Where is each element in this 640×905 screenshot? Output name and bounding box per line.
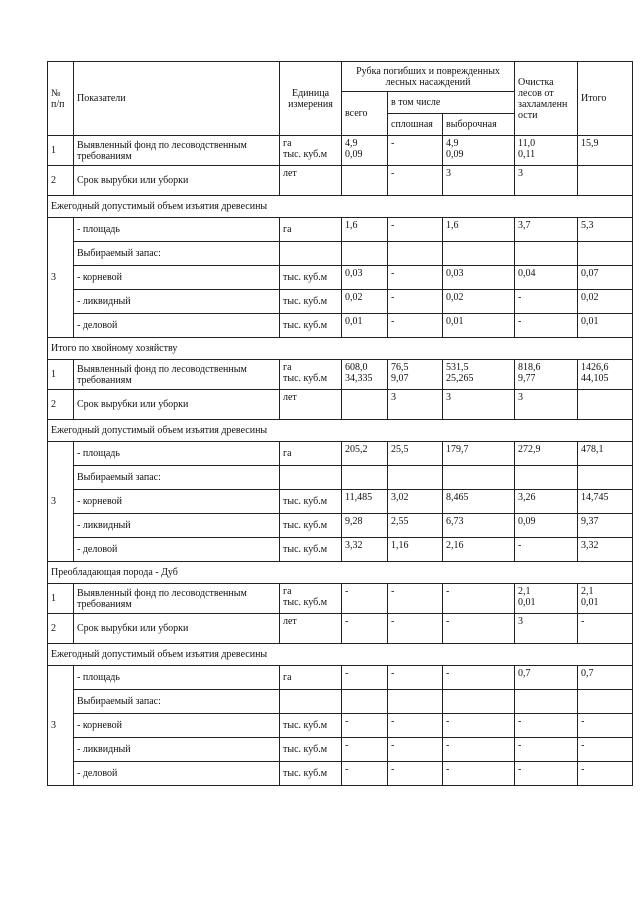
value-cell xyxy=(342,242,388,266)
row-num: 2 xyxy=(48,614,74,644)
row-unit: га xyxy=(280,218,342,242)
row-num: 1 xyxy=(48,360,74,390)
value-cell xyxy=(388,242,443,266)
row-indicator: Срок вырубки или уборки xyxy=(74,614,280,644)
header-num: № п/п xyxy=(48,62,74,136)
value-cell xyxy=(515,690,578,714)
row-indicator: - ликвидный xyxy=(74,514,280,538)
row-num: 1 xyxy=(48,136,74,166)
value-cell: 0,02 xyxy=(578,290,633,314)
value-cell xyxy=(443,242,515,266)
value-cell: 3 xyxy=(515,166,578,196)
value-cell xyxy=(443,466,515,490)
value-cell: 1,6 xyxy=(443,218,515,242)
value-cell: 3,02 xyxy=(388,490,443,514)
value-cell xyxy=(515,466,578,490)
value-cell: 3 xyxy=(443,390,515,420)
value-cell: 14,745 xyxy=(578,490,633,514)
value-cell: 3,32 xyxy=(578,538,633,562)
row-indicator: Выбираемый запас: xyxy=(74,466,280,490)
row-indicator: - ликвидный xyxy=(74,738,280,762)
row-indicator: - деловой xyxy=(74,762,280,786)
value-cell: - xyxy=(388,136,443,166)
value-cell: - xyxy=(342,714,388,738)
table-row xyxy=(48,714,633,738)
value-cell: 0,01 xyxy=(578,314,633,338)
value-cell: 76,5 9,07 xyxy=(388,360,443,390)
value-cell: - xyxy=(388,584,443,614)
row-unit: га xyxy=(280,666,342,690)
row-unit: тыс. куб.м xyxy=(280,762,342,786)
value-cell xyxy=(515,242,578,266)
section-title: Преобладающая порода - Дуб xyxy=(48,562,633,584)
section-row xyxy=(48,562,633,584)
value-cell: - xyxy=(515,738,578,762)
header-including: в том числе xyxy=(388,92,515,114)
value-cell: 4,9 0,09 xyxy=(443,136,515,166)
row-unit: тыс. куб.м xyxy=(280,490,342,514)
value-cell: - xyxy=(388,738,443,762)
value-cell: 0,07 xyxy=(578,266,633,290)
value-cell: - xyxy=(443,762,515,786)
section-row xyxy=(48,420,633,442)
header-cutting: Рубка погибших и поврежденных лесных насаждений xyxy=(342,62,515,92)
table-row xyxy=(48,466,633,490)
value-cell: - xyxy=(578,762,633,786)
value-cell: 818,6 9,77 xyxy=(515,360,578,390)
row-num: 2 xyxy=(48,166,74,196)
header-row-1 xyxy=(48,62,633,92)
header-indicator: Показатели xyxy=(74,62,280,136)
table-row xyxy=(48,666,633,690)
value-cell xyxy=(388,690,443,714)
value-cell: 0,04 xyxy=(515,266,578,290)
section-row xyxy=(48,644,633,666)
value-cell: - xyxy=(342,762,388,786)
value-cell: - xyxy=(388,218,443,242)
value-cell xyxy=(342,390,388,420)
header-itogo: Итого xyxy=(578,62,633,136)
value-cell: 6,73 xyxy=(443,514,515,538)
value-cell: 0,01 xyxy=(342,314,388,338)
value-cell: - xyxy=(443,584,515,614)
row-unit xyxy=(280,690,342,714)
value-cell: 205,2 xyxy=(342,442,388,466)
value-cell: 478,1 xyxy=(578,442,633,466)
value-cell: - xyxy=(443,666,515,690)
row-indicator: - площадь xyxy=(74,218,280,242)
value-cell: 9,37 xyxy=(578,514,633,538)
value-cell: 15,9 xyxy=(578,136,633,166)
value-cell: - xyxy=(342,738,388,762)
row-num: 2 xyxy=(48,390,74,420)
table-row xyxy=(48,390,633,420)
value-cell: 0,03 xyxy=(443,266,515,290)
row-unit: лет xyxy=(280,166,342,196)
table-row xyxy=(48,242,633,266)
value-cell: - xyxy=(388,762,443,786)
section-title: Ежегодный допустимый объем изъятия древесины xyxy=(48,196,633,218)
value-cell xyxy=(578,690,633,714)
value-cell: 608,0 34,335 xyxy=(342,360,388,390)
section-title: Итого по хвойному хозяйству xyxy=(48,338,633,360)
row-indicator: - площадь xyxy=(74,666,280,690)
row-indicator: - корневой xyxy=(74,266,280,290)
row-indicator: Выбираемый запас: xyxy=(74,242,280,266)
row-num: 1 xyxy=(48,584,74,614)
value-cell: 8,465 xyxy=(443,490,515,514)
table-row xyxy=(48,314,633,338)
row-unit: тыс. куб.м xyxy=(280,314,342,338)
row-indicator: - ликвидный xyxy=(74,290,280,314)
table-row xyxy=(48,538,633,562)
value-cell: - xyxy=(515,290,578,314)
table-row xyxy=(48,266,633,290)
row-unit: га тыс. куб.м xyxy=(280,360,342,390)
value-cell: 0,02 xyxy=(342,290,388,314)
value-cell: 11,0 0,11 xyxy=(515,136,578,166)
value-cell: 0,01 xyxy=(443,314,515,338)
table-row xyxy=(48,290,633,314)
row-unit: га тыс. куб.м xyxy=(280,136,342,166)
value-cell: 1,6 xyxy=(342,218,388,242)
value-cell: 2,1 0,01 xyxy=(515,584,578,614)
table-row xyxy=(48,166,633,196)
section-row xyxy=(48,338,633,360)
row-unit: тыс. куб.м xyxy=(280,714,342,738)
value-cell: - xyxy=(578,738,633,762)
row-unit: тыс. куб.м xyxy=(280,266,342,290)
value-cell: 3 xyxy=(388,390,443,420)
row-indicator: - корневой xyxy=(74,490,280,514)
value-cell: 2,55 xyxy=(388,514,443,538)
row-unit: тыс. куб.м xyxy=(280,738,342,762)
value-cell: 3,32 xyxy=(342,538,388,562)
value-cell: 0,02 xyxy=(443,290,515,314)
row-indicator: - площадь xyxy=(74,442,280,466)
value-cell: 9,28 xyxy=(342,514,388,538)
value-cell xyxy=(388,466,443,490)
value-cell: - xyxy=(388,666,443,690)
row-num: 3 xyxy=(48,666,74,786)
table-row xyxy=(48,136,633,166)
value-cell: - xyxy=(515,714,578,738)
value-cell xyxy=(578,390,633,420)
value-cell: 3,26 xyxy=(515,490,578,514)
row-indicator: - корневой xyxy=(74,714,280,738)
row-indicator: Срок вырубки или уборки xyxy=(74,390,280,420)
header-selective: выборочная xyxy=(443,114,515,136)
value-cell: 5,3 xyxy=(578,218,633,242)
table-row xyxy=(48,584,633,614)
value-cell: 3 xyxy=(443,166,515,196)
value-cell: 0,03 xyxy=(342,266,388,290)
value-cell: - xyxy=(578,714,633,738)
value-cell: 1,16 xyxy=(388,538,443,562)
value-cell: 3 xyxy=(515,390,578,420)
row-indicator: Срок вырубки или уборки xyxy=(74,166,280,196)
table-row xyxy=(48,360,633,390)
row-unit: га тыс. куб.м xyxy=(280,584,342,614)
value-cell: 4,9 0,09 xyxy=(342,136,388,166)
table-row xyxy=(48,690,633,714)
value-cell: 179,7 xyxy=(443,442,515,466)
header-unit: Единица измерения xyxy=(280,62,342,136)
value-cell xyxy=(578,466,633,490)
header-cleaning: Очистка лесов от захламленн ости xyxy=(515,62,578,136)
header-total: всего xyxy=(342,92,388,136)
row-indicator: Выявленный фонд по лесоводственным требованиям xyxy=(74,360,280,390)
section-title: Ежегодный допустимый объем изъятия древесины xyxy=(48,644,633,666)
value-cell: 531,5 25,265 xyxy=(443,360,515,390)
value-cell: 11,485 xyxy=(342,490,388,514)
value-cell: 25,5 xyxy=(388,442,443,466)
table-row xyxy=(48,738,633,762)
value-cell: - xyxy=(515,314,578,338)
value-cell: 0,7 xyxy=(578,666,633,690)
row-num: 3 xyxy=(48,218,74,338)
section-title: Ежегодный допустимый объем изъятия древесины xyxy=(48,420,633,442)
row-unit xyxy=(280,242,342,266)
row-unit: тыс. куб.м xyxy=(280,538,342,562)
value-cell: - xyxy=(388,614,443,644)
value-cell: - xyxy=(342,584,388,614)
value-cell: - xyxy=(443,738,515,762)
table-row xyxy=(48,218,633,242)
row-unit: лет xyxy=(280,614,342,644)
forest-table xyxy=(47,61,633,786)
section-row xyxy=(48,196,633,218)
row-num: 3 xyxy=(48,442,74,562)
table-row xyxy=(48,614,633,644)
value-cell xyxy=(342,466,388,490)
table-row xyxy=(48,442,633,466)
value-cell xyxy=(578,242,633,266)
value-cell: 0,7 xyxy=(515,666,578,690)
value-cell: - xyxy=(443,614,515,644)
table-row xyxy=(48,490,633,514)
value-cell: 1426,6 44,105 xyxy=(578,360,633,390)
value-cell: - xyxy=(388,714,443,738)
value-cell: - xyxy=(443,714,515,738)
value-cell: - xyxy=(578,614,633,644)
value-cell: 0,09 xyxy=(515,514,578,538)
row-unit: тыс. куб.м xyxy=(280,514,342,538)
value-cell: - xyxy=(388,266,443,290)
row-indicator: Выявленный фонд по лесоводственным требованиям xyxy=(74,136,280,166)
row-unit xyxy=(280,466,342,490)
table-row xyxy=(48,762,633,786)
value-cell: - xyxy=(515,762,578,786)
table-row xyxy=(48,514,633,538)
row-indicator: Выявленный фонд по лесоводственным требованиям xyxy=(74,584,280,614)
value-cell: - xyxy=(342,614,388,644)
value-cell: 3,7 xyxy=(515,218,578,242)
value-cell xyxy=(578,166,633,196)
row-indicator: - деловой xyxy=(74,538,280,562)
row-indicator: - деловой xyxy=(74,314,280,338)
value-cell: 3 xyxy=(515,614,578,644)
header-clear: сплошная xyxy=(388,114,443,136)
row-unit: га xyxy=(280,442,342,466)
value-cell xyxy=(443,690,515,714)
value-cell xyxy=(342,690,388,714)
value-cell: 2,16 xyxy=(443,538,515,562)
value-cell: - xyxy=(388,290,443,314)
value-cell: - xyxy=(388,314,443,338)
value-cell: 272,9 xyxy=(515,442,578,466)
value-cell: 2,1 0,01 xyxy=(578,584,633,614)
value-cell: - xyxy=(342,666,388,690)
value-cell: - xyxy=(515,538,578,562)
value-cell xyxy=(342,166,388,196)
row-unit: тыс. куб.м xyxy=(280,290,342,314)
value-cell: - xyxy=(388,166,443,196)
row-unit: лет xyxy=(280,390,342,420)
row-indicator: Выбираемый запас: xyxy=(74,690,280,714)
